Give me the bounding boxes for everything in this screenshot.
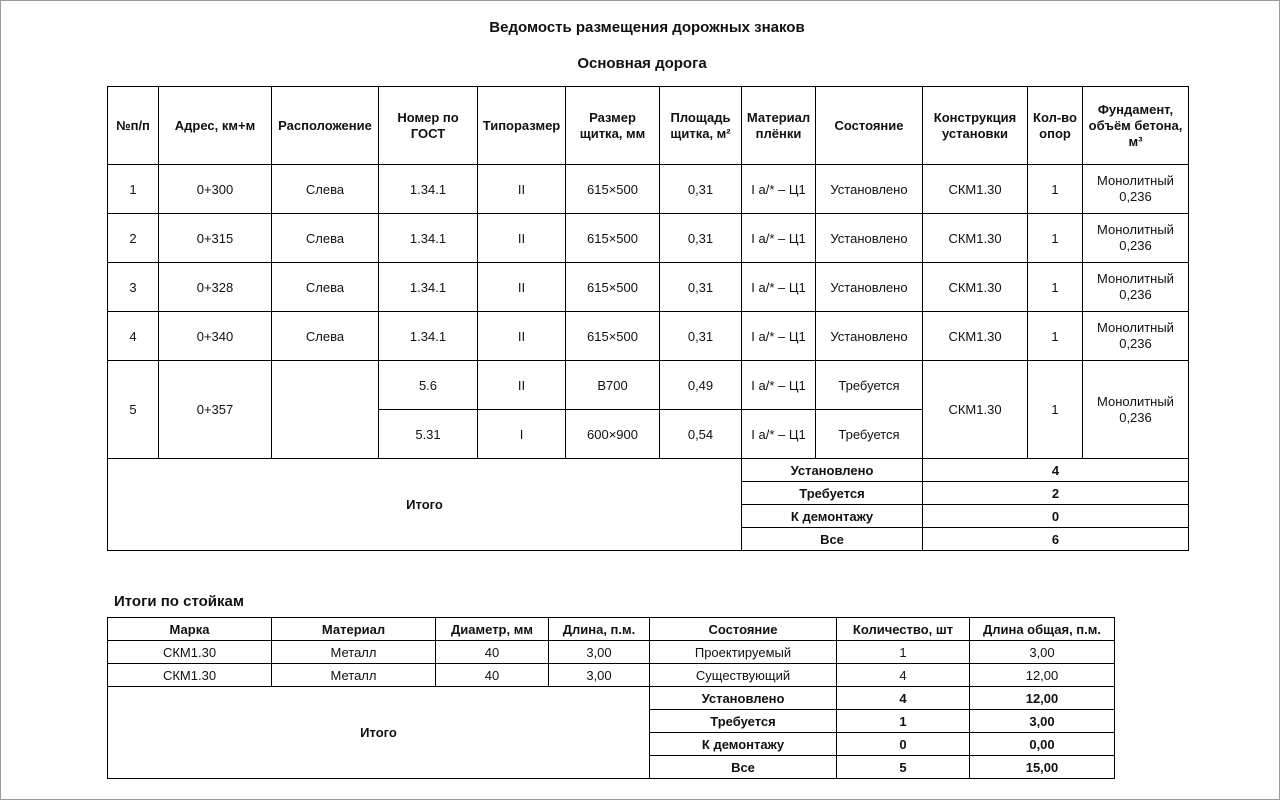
column-header: Длина, п.м. bbox=[549, 618, 650, 641]
cell-state: Установлено bbox=[816, 263, 923, 312]
column-header: Расположение bbox=[272, 87, 379, 165]
column-header: Материал плёнки bbox=[742, 87, 816, 165]
cell-type: II bbox=[478, 214, 566, 263]
cell-state: Проектируемый bbox=[650, 641, 837, 664]
cell-position: Слева bbox=[272, 214, 379, 263]
cell-type: II bbox=[478, 165, 566, 214]
cell-material: I а/* – Ц1 bbox=[742, 214, 816, 263]
cell-size: 615×500 bbox=[566, 312, 660, 361]
cell-construction: СКМ1.30 bbox=[923, 361, 1028, 459]
cell-count: 4 bbox=[837, 664, 970, 687]
cell-total-length: 3,00 bbox=[970, 641, 1115, 664]
cell-state: Установлено bbox=[816, 165, 923, 214]
column-header: Состояние bbox=[816, 87, 923, 165]
cell-gost: 1.34.1 bbox=[379, 263, 478, 312]
cell-area: 0,31 bbox=[660, 312, 742, 361]
table-row bbox=[108, 312, 1189, 361]
foundation-type: Монолитный bbox=[1097, 271, 1174, 286]
cell-number: 5 bbox=[108, 361, 159, 459]
cell-number: 4 bbox=[108, 312, 159, 361]
column-header: Типоразмер bbox=[478, 87, 566, 165]
cell-address: 0+315 bbox=[159, 214, 272, 263]
cell-supports: 1 bbox=[1028, 361, 1083, 459]
cell-address: 0+300 bbox=[159, 165, 272, 214]
cell-size: 615×500 bbox=[566, 165, 660, 214]
cell-state: Установлено bbox=[816, 312, 923, 361]
totals-label: Итого bbox=[108, 459, 742, 551]
totals-category: Требуется bbox=[650, 710, 837, 733]
cell-foundation bbox=[1083, 312, 1189, 361]
table-row bbox=[108, 165, 1189, 214]
cell-state: Требуется bbox=[816, 361, 923, 410]
totals-value: 6 bbox=[923, 528, 1189, 551]
cell-number: 1 bbox=[108, 165, 159, 214]
cell-size: 615×500 bbox=[566, 263, 660, 312]
cell-supports: 1 bbox=[1028, 214, 1083, 263]
cell-material: I а/* – Ц1 bbox=[742, 165, 816, 214]
cell-size: 615×500 bbox=[566, 214, 660, 263]
cell-supports: 1 bbox=[1028, 165, 1083, 214]
foundation-volume: 0,236 bbox=[1119, 409, 1152, 425]
table-row bbox=[108, 641, 1115, 664]
cell-number: 2 bbox=[108, 214, 159, 263]
totals-category: Все bbox=[650, 756, 837, 779]
cell-gost: 1.34.1 bbox=[379, 214, 478, 263]
totals-count: 4 bbox=[837, 687, 970, 710]
totals-category: Требуется bbox=[742, 482, 923, 505]
table-row bbox=[108, 664, 1115, 687]
cell-gost: 1.34.1 bbox=[379, 312, 478, 361]
cell-construction: СКМ1.30 bbox=[923, 165, 1028, 214]
cell-supports: 1 bbox=[1028, 263, 1083, 312]
column-header: №п/п bbox=[108, 87, 159, 165]
cell-material: Металл bbox=[272, 664, 436, 687]
cell-material: Металл bbox=[272, 641, 436, 664]
totals-row bbox=[108, 687, 1115, 710]
cell-position: Слева bbox=[272, 165, 379, 214]
cell-number: 3 bbox=[108, 263, 159, 312]
foundation-volume: 0,236 bbox=[1119, 189, 1152, 204]
column-header: Конструкция установки bbox=[923, 87, 1028, 165]
totals-length: 15,00 bbox=[970, 756, 1115, 779]
column-header: Количество, шт bbox=[837, 618, 970, 641]
column-header: Длина общая, п.м. bbox=[970, 618, 1115, 641]
cell-area: 0,49 bbox=[660, 361, 742, 410]
table-row bbox=[108, 361, 1189, 410]
cell-address: 0+340 bbox=[159, 312, 272, 361]
foundation-type: Монолитный bbox=[1097, 320, 1174, 335]
cell-supports: 1 bbox=[1028, 312, 1083, 361]
cell-total-length: 12,00 bbox=[970, 664, 1115, 687]
cell-gost: 5.31 bbox=[379, 410, 478, 459]
table-header-row bbox=[108, 87, 1189, 165]
column-header: Номер по ГОСТ bbox=[379, 87, 478, 165]
totals-length: 3,00 bbox=[970, 710, 1115, 733]
cell-gost: 1.34.1 bbox=[379, 165, 478, 214]
cell-type: I bbox=[478, 410, 566, 459]
cell-gost: 5.6 bbox=[379, 361, 478, 410]
totals-category: Все bbox=[742, 528, 923, 551]
column-header: Фундамент, объём бетона, м³ bbox=[1083, 87, 1189, 165]
foundation-volume: 0,236 bbox=[1119, 336, 1152, 351]
cell-count: 1 bbox=[837, 641, 970, 664]
totals-count: 1 bbox=[837, 710, 970, 733]
totals-category: Установлено bbox=[650, 687, 837, 710]
cell-foundation bbox=[1083, 214, 1189, 263]
cell-diameter: 40 bbox=[436, 664, 549, 687]
cell-size: B700 bbox=[566, 361, 660, 410]
table-row bbox=[108, 214, 1189, 263]
cell-construction: СКМ1.30 bbox=[923, 312, 1028, 361]
totals-category: К демонтажу bbox=[650, 733, 837, 756]
column-header: Кол-во опор bbox=[1028, 87, 1083, 165]
totals-count: 5 bbox=[837, 756, 970, 779]
cell-type: II bbox=[478, 312, 566, 361]
column-header: Адрес, км+м bbox=[159, 87, 272, 165]
column-header: Марка bbox=[108, 618, 272, 641]
cell-material: I а/* – Ц1 bbox=[742, 312, 816, 361]
totals-count: 0 bbox=[837, 733, 970, 756]
cell-diameter: 40 bbox=[436, 641, 549, 664]
totals-category: Установлено bbox=[742, 459, 923, 482]
cell-size: 600×900 bbox=[566, 410, 660, 459]
cell-material: I а/* – Ц1 bbox=[742, 263, 816, 312]
table-header-row bbox=[108, 618, 1115, 641]
column-header: Состояние bbox=[650, 618, 837, 641]
foundation-volume: 0,236 bbox=[1119, 287, 1152, 302]
cell-type: II bbox=[478, 263, 566, 312]
cell-position bbox=[272, 361, 379, 459]
column-header: Материал bbox=[272, 618, 436, 641]
totals-length: 12,00 bbox=[970, 687, 1115, 710]
posts-section-title: Итоги по стойкам bbox=[114, 593, 244, 610]
foundation-type: Монолитный bbox=[1097, 222, 1174, 237]
cell-foundation bbox=[1083, 361, 1189, 459]
column-header: Размер щитка, мм bbox=[566, 87, 660, 165]
totals-length: 0,00 bbox=[970, 733, 1115, 756]
foundation-type: Монолитный bbox=[1097, 393, 1174, 409]
totals-value: 2 bbox=[923, 482, 1189, 505]
column-header: Площадь щитка, м² bbox=[660, 87, 742, 165]
cell-area: 0,31 bbox=[660, 165, 742, 214]
cell-address: 0+328 bbox=[159, 263, 272, 312]
totals-label: Итого bbox=[108, 687, 650, 779]
totals-value: 4 bbox=[923, 459, 1189, 482]
cell-construction: СКМ1.30 bbox=[923, 263, 1028, 312]
column-header: Диаметр, мм bbox=[436, 618, 549, 641]
totals-category: К демонтажу bbox=[742, 505, 923, 528]
cell-brand: СКМ1.30 bbox=[108, 641, 272, 664]
foundation-type: Монолитный bbox=[1097, 173, 1174, 188]
cell-state: Существующий bbox=[650, 664, 837, 687]
document-title: Ведомость размещения дорожных знаков bbox=[489, 19, 805, 36]
posts-table bbox=[107, 617, 1115, 779]
cell-area: 0,31 bbox=[660, 263, 742, 312]
cell-address: 0+357 bbox=[159, 361, 272, 459]
totals-row bbox=[108, 459, 1189, 482]
cell-brand: СКМ1.30 bbox=[108, 664, 272, 687]
cell-length: 3,00 bbox=[549, 664, 650, 687]
road-signs-table bbox=[107, 86, 1189, 551]
cell-length: 3,00 bbox=[549, 641, 650, 664]
cell-construction: СКМ1.30 bbox=[923, 214, 1028, 263]
cell-area: 0,54 bbox=[660, 410, 742, 459]
cell-material: I а/* – Ц1 bbox=[742, 410, 816, 459]
cell-position: Слева bbox=[272, 263, 379, 312]
cell-area: 0,31 bbox=[660, 214, 742, 263]
table-row bbox=[108, 263, 1189, 312]
cell-material: I а/* – Ц1 bbox=[742, 361, 816, 410]
cell-foundation bbox=[1083, 263, 1189, 312]
document-subtitle: Основная дорога bbox=[577, 55, 707, 72]
cell-position: Слева bbox=[272, 312, 379, 361]
totals-value: 0 bbox=[923, 505, 1189, 528]
foundation-volume: 0,236 bbox=[1119, 238, 1152, 253]
cell-foundation bbox=[1083, 165, 1189, 214]
cell-state: Установлено bbox=[816, 214, 923, 263]
cell-type: II bbox=[478, 361, 566, 410]
cell-state: Требуется bbox=[816, 410, 923, 459]
